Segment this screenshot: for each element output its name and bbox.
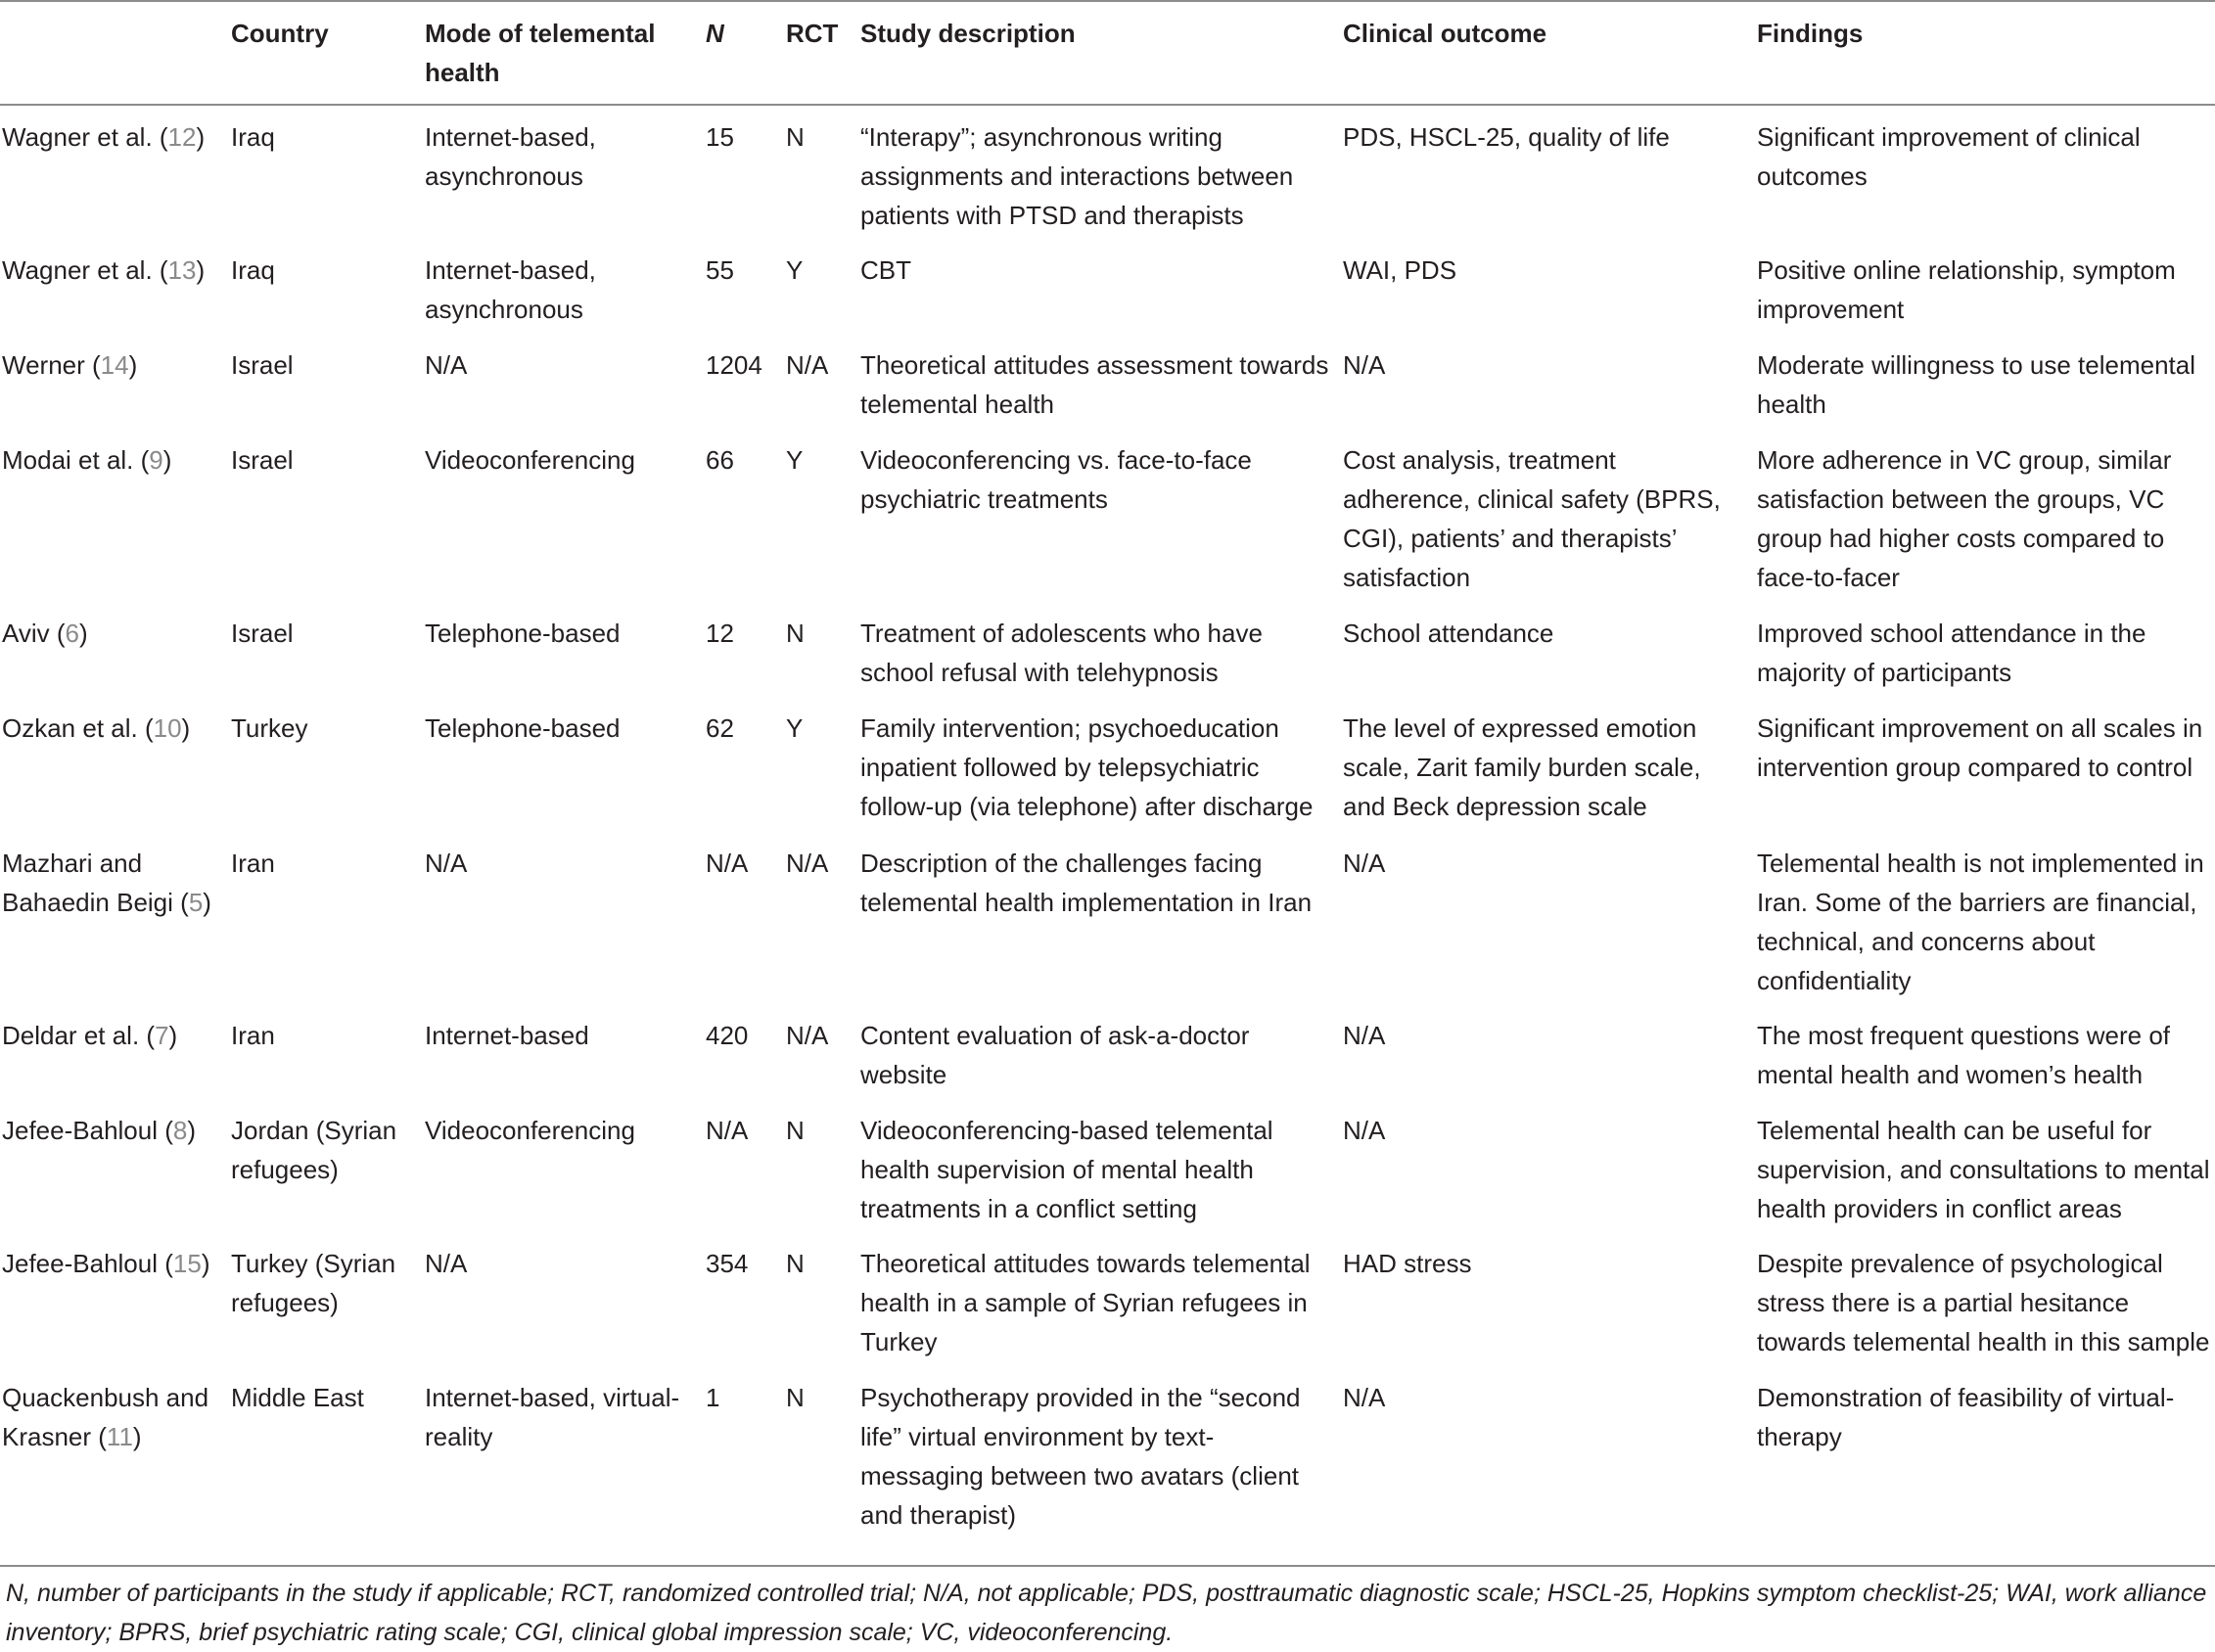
outcome-cell: School attendance: [1343, 619, 1554, 648]
findings-cell: Telemental health can be useful for supervision, and consultations to mental health providers in conflict areas: [1757, 1116, 2210, 1223]
author-close-paren: ): [196, 255, 206, 285]
n-cell: 15: [706, 122, 734, 152]
author-cell: [2, 614, 225, 653]
findings-cell: Telemental health is not implemented in Iran. Some of the barriers are financial, technical, and concerns about confidentiality: [1757, 849, 2204, 995]
description-cell: Content evaluation of ask-a-doctor website: [860, 1021, 1250, 1089]
n-cell: N/A: [706, 1116, 749, 1145]
mode-cell: N/A: [425, 1249, 468, 1278]
top-rule: [0, 0, 2215, 2]
header-findings: Findings: [1757, 19, 1864, 48]
rct-cell: N: [786, 1383, 805, 1412]
author-close-paren: ): [162, 445, 172, 475]
author-name: Werner (: [2, 350, 101, 380]
author-cell: [2, 117, 225, 157]
country-cell: Iraq: [231, 122, 275, 152]
n-cell: 66: [706, 445, 734, 475]
outcome-cell: N/A: [1343, 1383, 1386, 1412]
findings-cell: More adherence in VC group, similar satisfaction between the groups, VC group had higher costs compared to face-to-facer: [1757, 445, 2172, 592]
reference-number[interactable]: 12: [167, 122, 197, 152]
author-cell: [2, 1244, 225, 1283]
description-cell: Psychotherapy provided in the “second life” virtual environment by text-messaging between two avatars (client and therapist): [860, 1383, 1301, 1530]
mode-cell: N/A: [425, 350, 468, 380]
country-cell: Iran: [231, 1021, 275, 1050]
reference-number[interactable]: 14: [100, 350, 129, 380]
n-cell: 55: [706, 255, 734, 285]
outcome-cell: N/A: [1343, 1021, 1386, 1050]
mode-cell: Videoconferencing: [425, 445, 635, 475]
author-cell: [2, 251, 225, 290]
reference-number[interactable]: 5: [188, 888, 204, 917]
outcome-cell: HAD stress: [1343, 1249, 1472, 1278]
rct-cell: N/A: [786, 350, 829, 380]
mode-cell: N/A: [425, 849, 468, 878]
description-cell: Treatment of adolescents who have school refusal with telehypnosis: [860, 619, 1263, 687]
author-name: Jefee-Bahloul (: [2, 1116, 173, 1145]
author-cell: [2, 709, 225, 748]
reference-number[interactable]: 15: [172, 1249, 202, 1278]
description-cell: Theoretical attitudes towards telemental health in a sample of Syrian refugees in Turkey: [860, 1249, 1311, 1356]
findings-cell: Positive online relationship, symptom improvement: [1757, 255, 2176, 324]
findings-cell: Improved school attendance in the majority of participants: [1757, 619, 2146, 687]
header-mode: Mode of telemental health: [425, 19, 656, 87]
reference-number[interactable]: 8: [172, 1116, 188, 1145]
reference-number[interactable]: 10: [153, 713, 182, 743]
country-cell: Turkey: [231, 713, 308, 743]
outcome-cell: Cost analysis, treatment adherence, clinical safety (BPRS, CGI), patients’ and therapists’ satisfaction: [1343, 445, 1721, 592]
author-close-paren: ): [79, 619, 88, 648]
findings-cell: Demonstration of feasibility of virtual-therapy: [1757, 1383, 2175, 1451]
reference-number[interactable]: 6: [65, 619, 79, 648]
header-rule: [0, 104, 2215, 106]
description-cell: Videoconferencing vs. face-to-face psychiatric treatments: [860, 445, 1252, 514]
author-close-paren: ): [132, 1422, 142, 1451]
findings-cell: Significant improvement of clinical outcomes: [1757, 122, 2141, 191]
rct-cell: Y: [786, 445, 804, 475]
findings-cell: Despite prevalence of psychological stress there is a partial hesitance towards telemental health in this sample: [1757, 1249, 2210, 1356]
author-close-paren: ): [187, 1116, 197, 1145]
author-name: Modai et al. (: [2, 445, 150, 475]
n-cell: 1204: [706, 350, 762, 380]
outcome-cell: N/A: [1343, 1116, 1386, 1145]
author-cell: [2, 1016, 225, 1055]
rct-cell: N: [786, 1249, 805, 1278]
author-close-paren: ): [201, 1249, 210, 1278]
outcome-cell: PDS, HSCL-25, quality of life: [1343, 122, 1670, 152]
outcome-cell: The level of expressed emotion scale, Zarit family burden scale, and Beck depression scale: [1343, 713, 1701, 821]
author-close-paren: ): [181, 713, 191, 743]
author-name: Jefee-Bahloul (: [2, 1249, 173, 1278]
author-name: Wagner et al. (: [2, 122, 168, 152]
rct-cell: N/A: [786, 1021, 829, 1050]
description-cell: CBT: [860, 255, 911, 285]
rct-cell: N: [786, 619, 805, 648]
country-cell: Israel: [231, 445, 294, 475]
findings-cell: Moderate willingness to use telemental health: [1757, 350, 2196, 419]
reference-number[interactable]: 13: [167, 255, 197, 285]
mode-cell: Internet-based, asynchronous: [425, 122, 596, 191]
header-country: Country: [231, 19, 329, 48]
author-close-paren: ): [196, 122, 206, 152]
description-cell: Theoretical attitudes assessment towards telemental health: [860, 350, 1329, 419]
findings-cell: The most frequent questions were of mental health and women’s health: [1757, 1021, 2171, 1089]
n-cell: 62: [706, 713, 734, 743]
findings-cell: Significant improvement on all scales in intervention group compared to control: [1757, 713, 2203, 782]
bottom-rule: [0, 1565, 2215, 1567]
rct-cell: N: [786, 1116, 805, 1145]
n-cell: 12: [706, 619, 734, 648]
header-outcome: Clinical outcome: [1343, 19, 1547, 48]
description-cell: Description of the challenges facing telemental health implementation in Iran: [860, 849, 1313, 917]
outcome-cell: N/A: [1343, 849, 1386, 878]
author-name: Ozkan et al. (: [2, 713, 154, 743]
mode-cell: Telephone-based: [425, 619, 621, 648]
rct-cell: N/A: [786, 849, 829, 878]
author-cell: [2, 440, 225, 480]
country-cell: Iran: [231, 849, 275, 878]
reference-number[interactable]: 9: [149, 445, 163, 475]
author-close-paren: ): [168, 1021, 178, 1050]
author-cell: [2, 1111, 225, 1150]
rct-cell: Y: [786, 255, 804, 285]
author-name: Wagner et al. (: [2, 255, 168, 285]
mode-cell: Videoconferencing: [425, 1116, 635, 1145]
author-name: Quackenbush and Krasner (: [2, 1383, 209, 1451]
author-cell: [2, 1378, 225, 1456]
reference-number[interactable]: 7: [155, 1021, 169, 1050]
n-cell: 354: [706, 1249, 749, 1278]
header-n: N: [706, 19, 724, 48]
country-cell: Turkey (Syrian refugees): [231, 1249, 396, 1317]
author-close-paren: ): [128, 350, 138, 380]
header-description: Study description: [860, 19, 1076, 48]
outcome-cell: WAI, PDS: [1343, 255, 1457, 285]
mode-cell: Internet-based, asynchronous: [425, 255, 596, 324]
mode-cell: Internet-based, virtual-reality: [425, 1383, 680, 1451]
author-name: Aviv (: [2, 619, 66, 648]
table-footnote: N, number of participants in the study if applicable; RCT, randomized controlled trial; N/A, not applicable; PDS, posttraumatic diagnostic scale; HSCL-25, Hopkins symptom checklist-25; WAI, work alliance inventory; BPRS, brief psychiatric rating scale; CGI, clinical global impression scale; VC, videoconferencing.: [6, 1580, 2207, 1646]
rct-cell: Y: [786, 713, 804, 743]
author-cell: [2, 345, 225, 385]
author-close-paren: ): [203, 888, 211, 917]
mode-cell: Internet-based: [425, 1021, 589, 1050]
mode-cell: Telephone-based: [425, 713, 621, 743]
description-cell: Videoconferencing-based telemental health supervision of mental health treatments in a conflict setting: [860, 1116, 1273, 1223]
rct-cell: N: [786, 122, 805, 152]
country-cell: Iraq: [231, 255, 275, 285]
country-cell: Israel: [231, 619, 294, 648]
country-cell: Israel: [231, 350, 294, 380]
country-cell: Jordan (Syrian refugees): [231, 1116, 397, 1184]
table-header-row: [0, 14, 2215, 102]
reference-number[interactable]: 11: [106, 1422, 133, 1451]
author-name: Mazhari and Bahaedin Beigi (: [2, 849, 189, 917]
header-rct: RCT: [786, 19, 839, 48]
country-cell: Middle East: [231, 1383, 364, 1412]
n-cell: 1: [706, 1383, 720, 1412]
author-cell: [2, 844, 225, 922]
description-cell: “Interapy”; asynchronous writing assignments and interactions between patients with PTSD and therapists: [860, 122, 1294, 230]
n-cell: 420: [706, 1021, 749, 1050]
description-cell: Family intervention; psychoeducation inpatient followed by telepsychiatric follow-up (via telephone) after discharge: [860, 713, 1314, 821]
outcome-cell: N/A: [1343, 350, 1386, 380]
author-name: Deldar et al. (: [2, 1021, 156, 1050]
n-cell: N/A: [706, 849, 749, 878]
